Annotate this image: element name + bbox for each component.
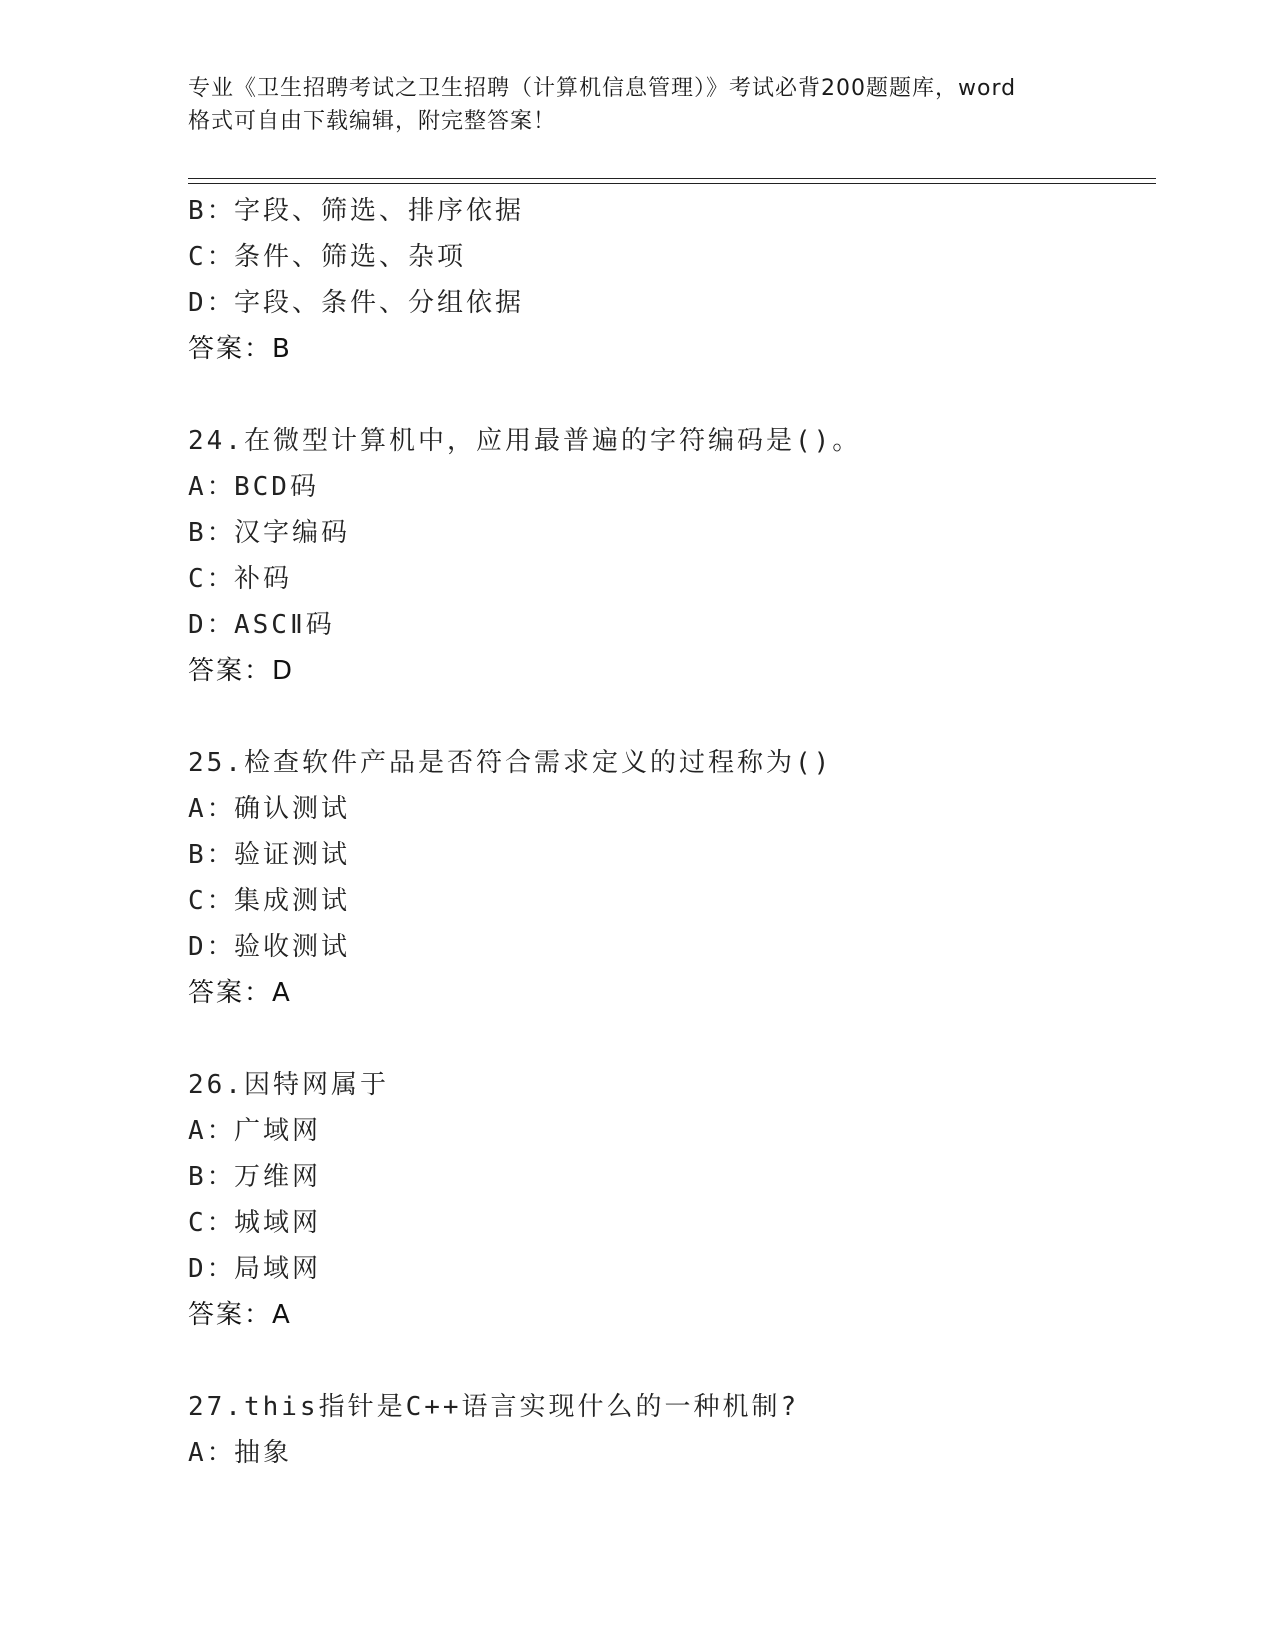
option-a: A：确认测试 [188,794,351,824]
answer: 答案：D [188,656,295,686]
option-c: C：集成测试 [188,886,351,916]
option-d: D：ASCⅡ码 [188,610,335,640]
option-a: A：BCD码 [188,472,319,502]
document-header [188,72,1088,138]
question-26 [188,1062,1148,1338]
option-b: B：万维网 [188,1162,322,1192]
header-divider-top [188,178,1156,179]
option-c: C：补码 [188,564,293,594]
document-title-line-2: 格式可自由下载编辑，附完整答案！ [188,109,557,134]
option-d: D：字段、条件、分组依据 [188,288,525,318]
question-stem: 26.因特网属于 [188,1070,389,1100]
answer: 答案：A [188,978,292,1008]
option-d: D：局域网 [188,1254,322,1284]
option-b: B：字段、筛选、排序依据 [188,196,525,226]
option-a: A：抽象 [188,1438,293,1468]
answer: 答案：A [188,1300,292,1330]
question-stem: 24.在微型计算机中，应用最普遍的字符编码是()。 [188,426,862,456]
question-stem: 27.this指针是C++语言实现什么的一种机制? [188,1392,800,1422]
question-list [188,188,1148,1476]
question-25 [188,740,1148,1016]
option-c: C：条件、筛选、杂项 [188,242,467,272]
question-24 [188,418,1148,694]
option-d: D：验收测试 [188,932,351,962]
document-title-line-1: 专业《卫生招聘考试之卫生招聘（计算机信息管理）》考试必背200题题库，word [188,76,1017,101]
question-stem: 25.检查软件产品是否符合需求定义的过程称为() [188,748,833,778]
option-b: B：汉字编码 [188,518,351,548]
question-23 [188,188,1148,372]
option-b: B：验证测试 [188,840,351,870]
question-27 [188,1384,1148,1476]
header-divider-bottom [188,183,1156,184]
answer: 答案：B [188,334,292,364]
option-c: C：城域网 [188,1208,322,1238]
option-a: A：广域网 [188,1116,322,1146]
